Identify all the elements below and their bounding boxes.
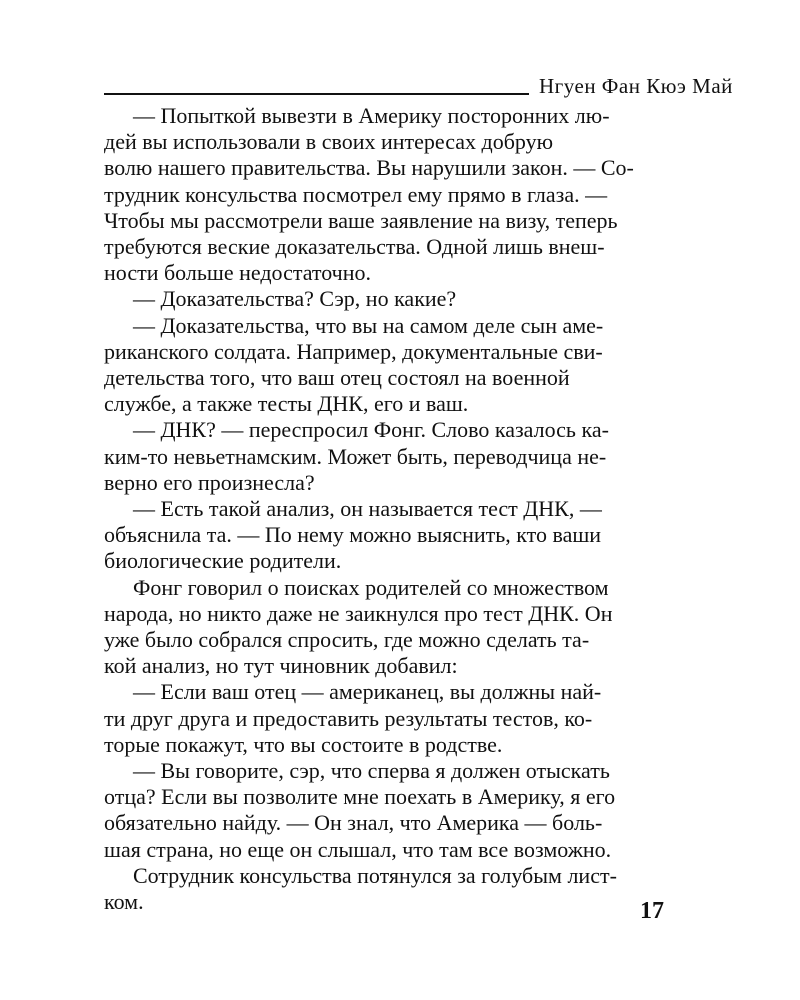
running-header-author: Нгуен Фан Кюэ Май	[539, 74, 733, 98]
text-line: кой анализ, но тут чиновник добавил:	[104, 653, 458, 679]
text-line: ности больше недостаточно.	[104, 260, 372, 286]
header-rule	[104, 93, 529, 95]
text-line: — Если ваш отец — американец, вы должны най-	[133, 679, 602, 705]
text-line: детельства того, что ваш отец состоял на военной	[104, 365, 570, 391]
text-line: — Вы говорите, сэр, что сперва я должен отыскать	[133, 758, 610, 784]
body-text	[104, 103, 664, 915]
text-line: ким-то невьетнамским. Может быть, переводчица не-	[104, 443, 607, 469]
text-line: биологические родители.	[104, 548, 342, 574]
text-line: народа, но никто даже не заикнулся про тест ДНК. Он	[104, 600, 613, 626]
text-line: верно его произнесла?	[104, 469, 315, 495]
text-line: — ДНК? — переспросил Фонг. Слово казалось ка-	[133, 417, 609, 443]
text-line: ком.	[104, 889, 144, 915]
text-line: Чтобы мы рассмотрели ваше заявление на визу, теперь	[104, 207, 618, 233]
page-number: 17	[640, 898, 664, 924]
text-line: шая страна, но еще он слышал, что там все возможно.	[104, 836, 612, 862]
text-line: — Попыткой вывезти в Америку посторонних лю-	[133, 103, 610, 128]
text-line: торые покажут, что вы состоите в родстве.	[104, 731, 503, 757]
text-line: волю нашего правительства. Вы нарушили закон. — Со-	[104, 155, 634, 181]
text-line: Фонг говорил о поисках родителей со множеством	[133, 574, 609, 600]
text-line: ти друг друга и предоставить результаты тестов, ко-	[104, 705, 593, 731]
text-line: — Есть такой анализ, он называется тест ДНК, —	[133, 496, 602, 522]
text-line: — Доказательства, что вы на самом деле сын аме-	[133, 312, 604, 338]
text-line: обязательно найду. — Он знал, что Америка — боль-	[104, 810, 603, 836]
text-line: риканского солдата. Например, документальные сви-	[104, 338, 603, 364]
text-line: трудник консульства посмотрел ему прямо в глаза. —	[104, 181, 608, 207]
text-line: уже было собрался спросить, где можно сделать та-	[104, 627, 590, 653]
text-line: объяснила та. — По нему можно выяснить, кто ваши	[104, 522, 602, 548]
text-line: дей вы использовали в своих интересах добрую	[104, 129, 554, 155]
text-line: Сотрудник консульства потянулся за голубым лист-	[133, 862, 617, 888]
text-line: требуются веские доказательства. Одной лишь внеш-	[104, 234, 605, 260]
text-line: — Доказательства? Сэр, но какие?	[133, 286, 457, 312]
text-line: службе, а также тесты ДНК, его и ваш.	[104, 391, 469, 417]
text-line: отца? Если вы позволите мне поехать в Америку, я его	[104, 784, 616, 810]
